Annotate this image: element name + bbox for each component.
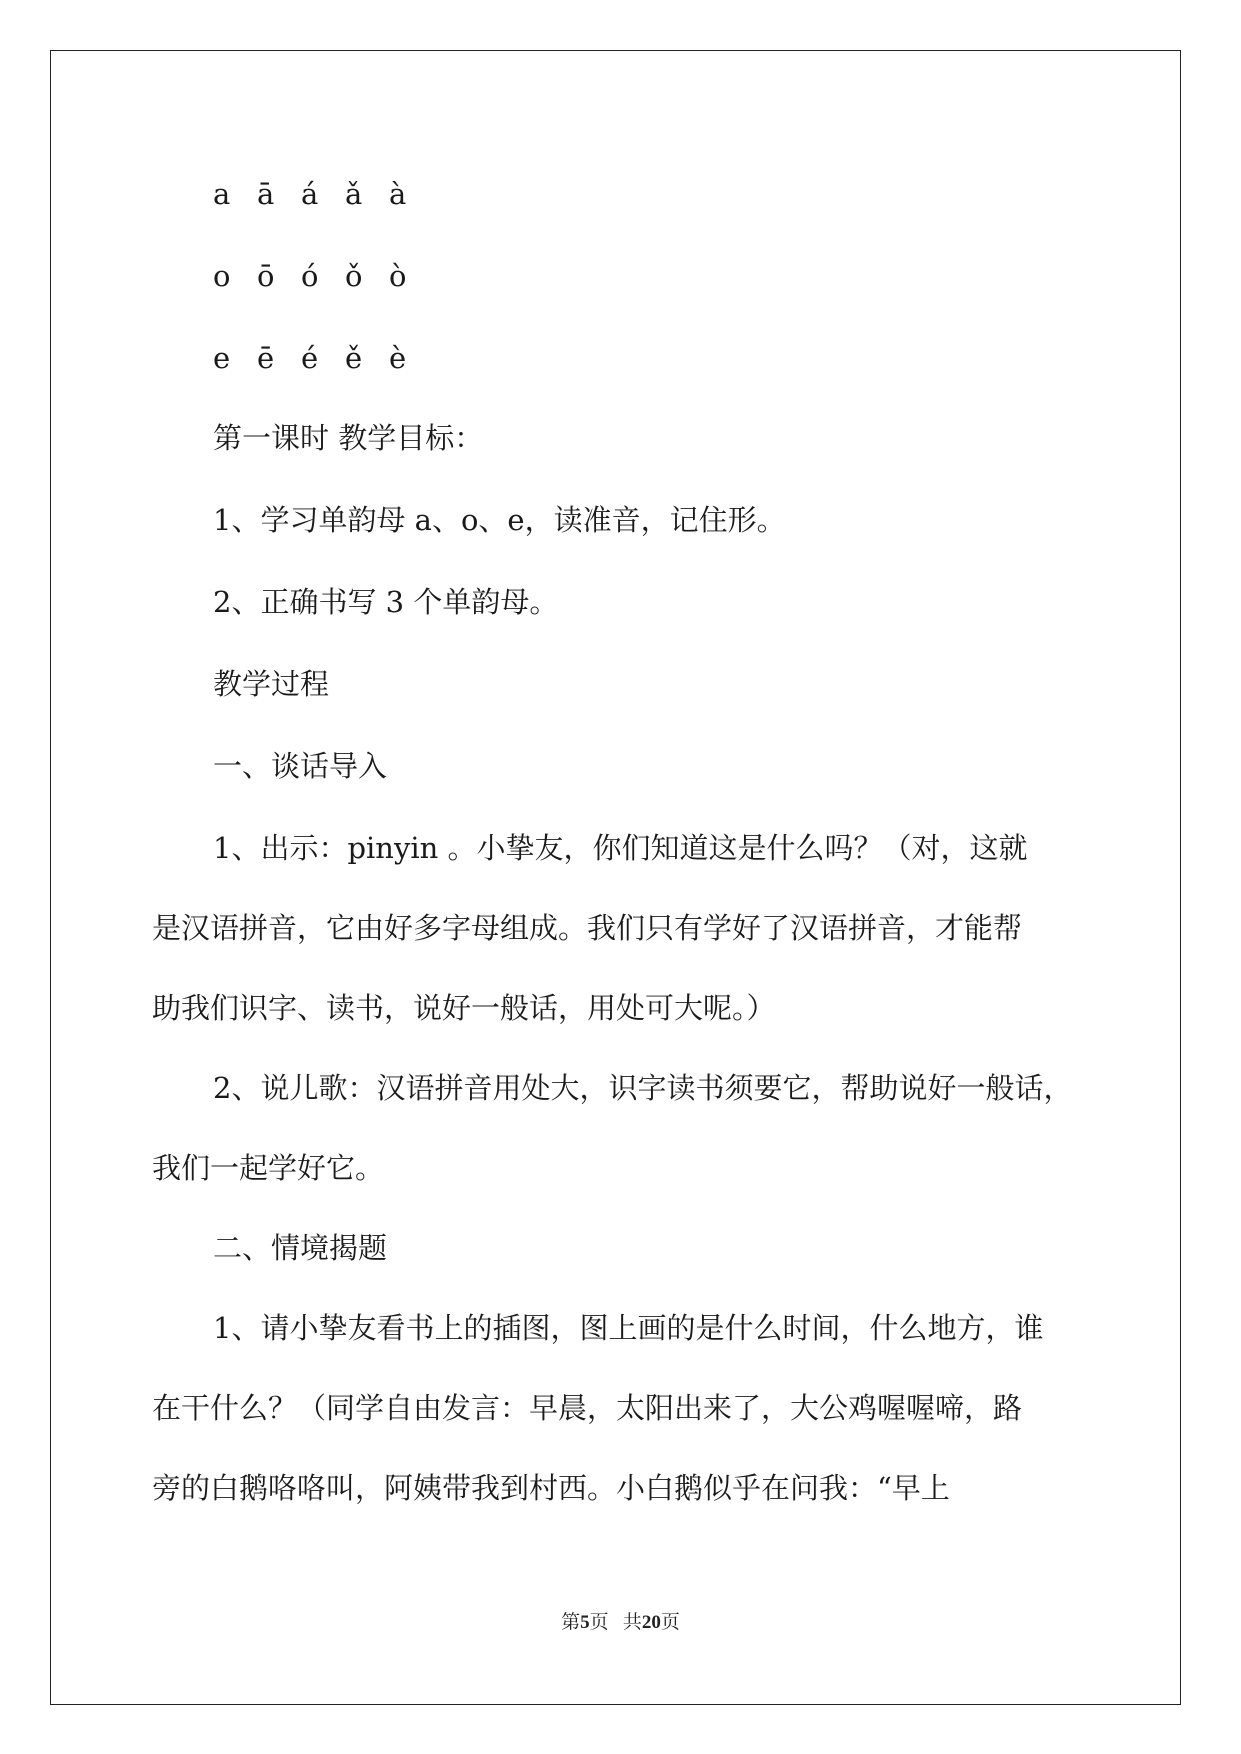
pinyin-syllable: ò (389, 259, 407, 293)
paragraph-3-line-1: 1、请小挚友看书上的插图，图上画的是什么时间，什么地方，谁 (213, 1311, 1044, 1345)
goal-1: 1、学习单韵母 a、o、e，读准音，记住形。 (213, 503, 786, 537)
pinyin-syllable: é (301, 341, 319, 375)
footer-total-prefix: 共 (622, 1612, 642, 1633)
current-page-number: 5 (580, 1612, 590, 1633)
pinyin-row-a (213, 177, 433, 211)
pinyin-syllable: ó (301, 259, 319, 293)
pinyin-row-o (213, 259, 433, 293)
footer-prefix: 第 (561, 1612, 581, 1633)
paragraph-1-line-1: 1、出示：pinyin 。小挚友，你们知道这是什么吗？（对，这就 (213, 831, 1028, 865)
pinyin-syllable: ě (345, 341, 363, 375)
pinyin-syllable: à (389, 177, 407, 211)
pinyin-syllable: á (301, 177, 319, 211)
pinyin-syllable: o (213, 259, 231, 293)
pinyin-syllable: ē (257, 341, 275, 375)
total-page-count: 20 (641, 1612, 661, 1633)
footer-total-suffix: 页 (660, 1612, 680, 1633)
goal-2: 2、正确书写 3 个单韵母。 (213, 585, 559, 619)
footer-page-suffix: 页 (589, 1612, 609, 1633)
section-1-title: 一、谈话导入 (213, 749, 388, 783)
paragraph-2-line-1: 2、说儿歌：汉语拼音用处大，识字读书须要它，帮助说好一般话， (213, 1071, 1073, 1105)
page-border (50, 50, 1181, 1705)
pinyin-syllable: ǎ (345, 177, 363, 211)
pinyin-syllable: ǒ (345, 259, 363, 293)
paragraph-3-line-3: 旁的白鹅咯咯叫，阿姨带我到村西。小白鹅似乎在问我：“早上 (152, 1471, 950, 1505)
pinyin-row-e (213, 341, 433, 375)
section-2-title: 二、情境揭题 (213, 1231, 388, 1265)
lesson-heading: 第一课时 教学目标： (213, 421, 484, 455)
paragraph-1-line-2: 是汉语拼音，它由好多字母组成。我们只有学好了汉语拼音，才能帮 (152, 911, 1023, 945)
process-title: 教学过程 (213, 667, 330, 701)
pinyin-syllable: a (213, 177, 231, 211)
page-footer (0, 1607, 1241, 1634)
pinyin-syllable: è (389, 341, 407, 375)
pinyin-syllable: ō (257, 259, 275, 293)
pinyin-syllable: e (213, 341, 231, 375)
paragraph-3-line-2: 在干什么？（同学自由发言：早晨，太阳出来了，大公鸡喔喔啼，路 (152, 1391, 1023, 1425)
pinyin-syllable: ā (257, 177, 275, 211)
paragraph-2-line-2: 我们一起学好它。 (152, 1151, 385, 1185)
paragraph-1-line-3: 助我们识字、读书，说好一般话，用处可大呢。） (152, 991, 776, 1025)
